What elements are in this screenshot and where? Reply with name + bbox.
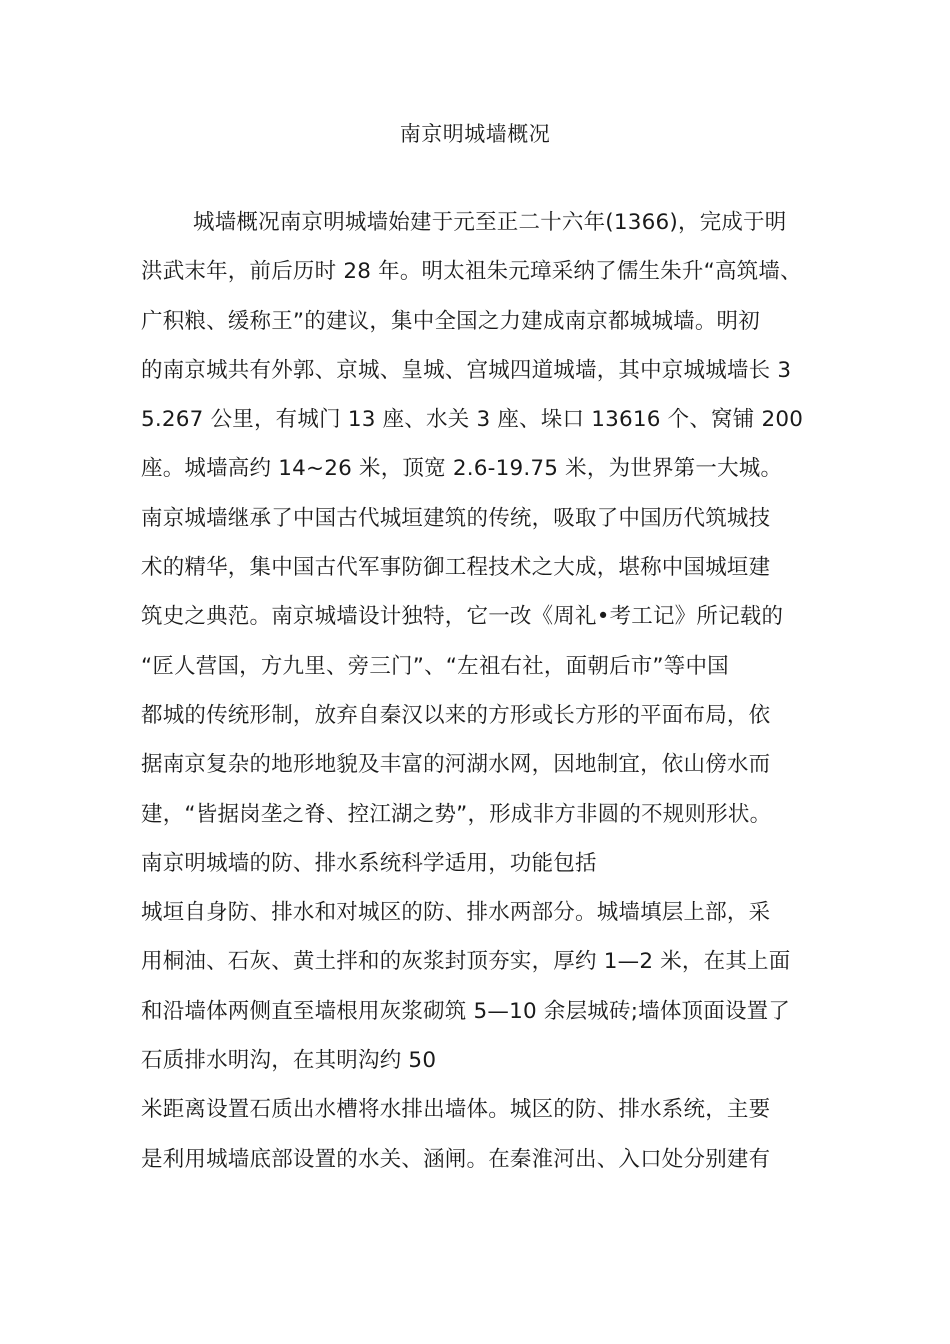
body-line: 用桐油、石灰、黄土拌和的灰浆封顶夯实，厚约 1—2 米，在其上面: [141, 949, 791, 975]
body-line: 是利用城墙底部设置的水关、涵闸。在秦淮河出、入口处分别建有: [141, 1146, 771, 1172]
body-line: “匠人营国，方九里、旁三门”、“左祖右社，面朝后市”等中国: [141, 653, 729, 679]
body-line: 石质排水明沟，在其明沟约 50: [141, 1048, 437, 1074]
document-title: 南京明城墙概况: [399, 122, 551, 146]
body-line: 5.267 公里，有城门 13 座、水关 3 座、垛口 13616 个、窝铺 200: [141, 407, 804, 433]
body-line: 城垣自身防、排水和对城区的防、排水两部分。城墙填层上部，采: [141, 900, 771, 926]
body-line: 都城的传统形制，放弃自秦汉以来的方形或长方形的平面布局，依: [141, 702, 771, 728]
body-line: 建，“皆据岗垄之脊、控江湖之势”，形成非方非圆的不规则形状。: [141, 801, 772, 827]
document-body: [141, 208, 821, 1194]
body-line: 座。城墙高约 14~26 米，顶宽 2.6-19.75 米，为世界第一大城。: [141, 456, 783, 482]
body-line: 洪武末年，前后历时 28 年。明太祖朱元璋采纳了儒生朱升“高筑墙、: [141, 259, 802, 285]
body-line: 广积粮、缓称王”的建议，集中全国之力建成南京都城城墙。明初: [141, 308, 760, 334]
body-line: 的南京城共有外郭、京城、皇城、宫城四道城墙，其中京城城墙长 3: [141, 357, 792, 383]
body-line: 城墙概况南京明城墙始建于元至正二十六年(1366)，完成于明: [193, 210, 787, 235]
body-line: 南京城墙继承了中国古代城垣建筑的传统，吸取了中国历代筑城技: [141, 505, 771, 531]
body-line: 和沿墙体两侧直至墙根用灰浆砌筑 5—10 余层城砖;墙体顶面设置了: [141, 998, 791, 1024]
body-line: 筑史之典范。南京城墙设计独特，它一改《周礼•考工记》所记载的: [141, 604, 784, 630]
body-line: 南京明城墙的防、排水系统科学适用，功能包括: [141, 850, 597, 876]
body-line: 据南京复杂的地形地貌及丰富的河湖水网，因地制宜，依山傍水而: [141, 752, 771, 778]
body-line: 术的精华，集中国古代军事防御工程技术之大成，堪称中国城垣建: [141, 555, 771, 581]
body-line: 米距离设置石质出水槽将水排出墙体。城区的防、排水系统，主要: [141, 1097, 771, 1123]
